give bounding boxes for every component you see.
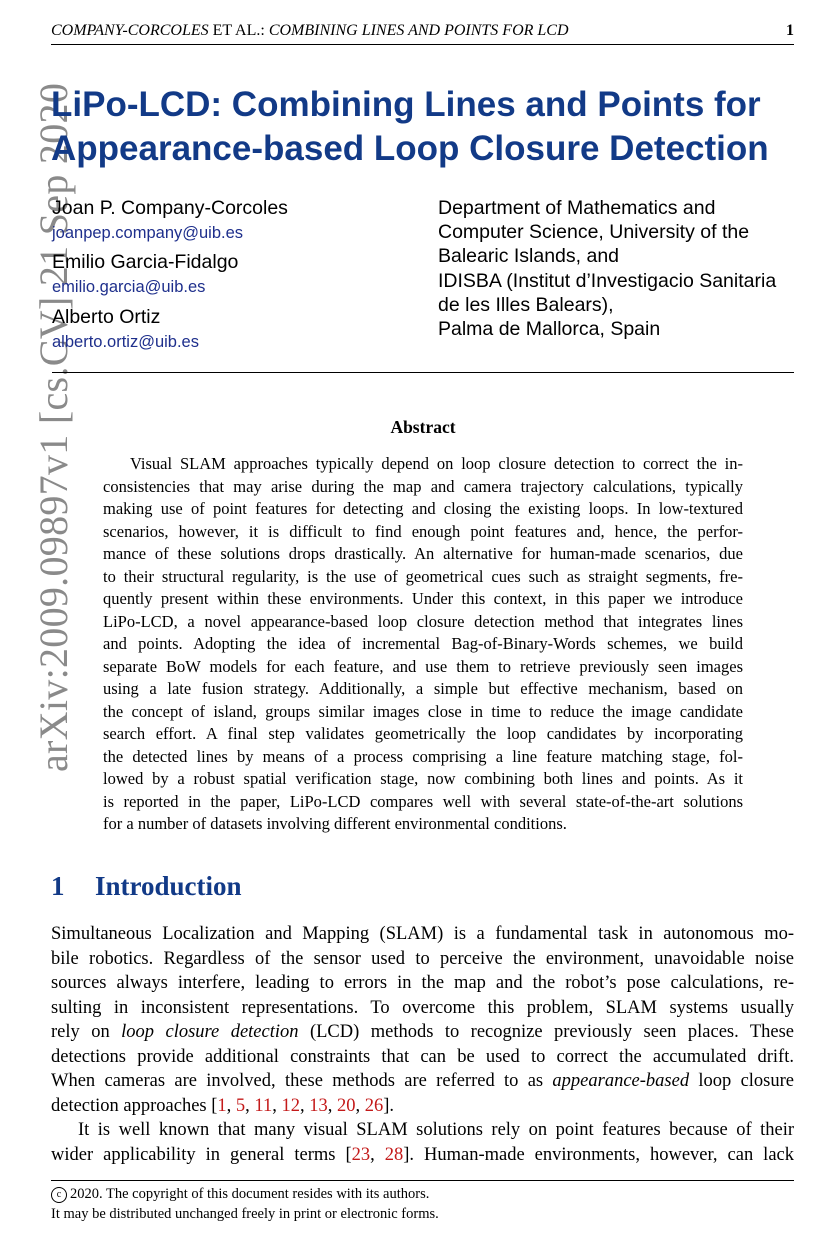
author-email-link[interactable]: alberto.ortiz@uib.es xyxy=(52,333,199,351)
abstract-line: LiPo-LCD, a novel appearance-based loop closure detection method that integrates lines xyxy=(103,611,743,631)
author-name: Alberto Ortiz xyxy=(52,306,161,328)
author-email-link[interactable]: emilio.garcia@uib.es xyxy=(52,278,206,296)
abstract-line: using a late fusion strategy. Additionally, a simple but effective mechanism, based on xyxy=(103,679,743,698)
body-line: detection approaches [1, 5, 11, 12, 13, 20, 26]. xyxy=(51,1095,395,1116)
author-name: Emilio Garcia-Fidalgo xyxy=(52,251,239,273)
abstract-line: mance of these solutions drops drastically. An alternative for human-made scenarios, due xyxy=(103,544,743,563)
citation-link[interactable]: 12 xyxy=(281,1095,300,1116)
abstract-line: Visual SLAM approaches typically depend on loop closure detection to correct the in- xyxy=(130,454,743,473)
abstract-line: the detected lines by means of a process comprising a line feature matching stage, fol- xyxy=(103,746,743,766)
abstract-line: is reported in the paper, LiPo-LCD compares well with several state-of-the-art solutions xyxy=(103,791,743,811)
footer-line-1: c 2020. The copyright of this document resides with its authors. xyxy=(51,1184,439,1204)
citation-link[interactable]: 11 xyxy=(254,1095,273,1116)
running-header xyxy=(51,20,794,45)
body-line: Simultaneous Localization and Mapping (SLAM) is a fundamental task in autonomous mo- xyxy=(51,924,794,944)
section-title: Introduction xyxy=(95,871,242,901)
copyright-icon: c xyxy=(51,1187,67,1203)
section-heading xyxy=(51,868,242,904)
citation-link[interactable]: 26 xyxy=(364,1095,384,1116)
emphasis-term: loop closure detection xyxy=(121,1022,299,1042)
body-line: bile robotics. Regardless of the sensor used to perceive the environment, unavoidable noise xyxy=(51,948,794,969)
abstract-heading: Abstract xyxy=(390,417,456,437)
running-title: COMPANY-CORCOLES ET AL.: COMBINING LINES AND POINTS FOR LCD xyxy=(51,22,569,39)
citation-link[interactable]: 20 xyxy=(337,1095,356,1116)
body-line: sulting in inconsistent representations. To overcome this problem, SLAM systems usually xyxy=(51,997,794,1018)
author-divider xyxy=(52,372,794,373)
abstract-line: for a number of datasets involving different environmental conditions. xyxy=(103,814,567,833)
title-line-2: Appearance-based Loop Closure Detection xyxy=(51,129,769,168)
abstract-line: scenarios, however, it is difficult to find enough point features and, hence, the perfor- xyxy=(103,521,743,541)
citation-link[interactable]: 23 xyxy=(351,1144,371,1165)
arxiv-stamp: arXiv:2009.09897v1 [cs.CV] 21 Sep 2020 xyxy=(31,82,76,772)
abstract-line: the concept of island, groups similar images close in time to reduce the image candidate xyxy=(103,701,743,721)
citation-link[interactable]: 1 xyxy=(217,1095,227,1116)
introduction-body xyxy=(51,922,794,1167)
citation-link[interactable]: 28 xyxy=(384,1144,404,1165)
page-number: 1 xyxy=(786,22,794,39)
affiliation: Department of Mathematics and Computer Science, University of the Balearic Islands, and IDISBA (Institut d’Investigacio Sanitaria de les Illes Balears), Palma de Mallorca, Spain xyxy=(438,197,777,341)
author-email-link[interactable]: joanpep.company@uib.es xyxy=(52,224,244,242)
body-line: wider applicability in general terms [23, 28]. Human-made environments, however, can lack xyxy=(51,1144,794,1165)
abstract-line: search effort. A final step validates geometrically the loop candidates by incorporating xyxy=(103,724,743,743)
abstract-line: and points. Adopting the idea of incremental Bag-of-Binary-Words schemes, we build xyxy=(103,634,743,653)
abstract-line: lowed by a robust spatial verification stage, now combining both lines and points. As it xyxy=(103,769,743,788)
abstract-line: to their structural regularity, is the use of geometrical cues such as straight segments, fre- xyxy=(103,566,743,586)
abstract-line: making use of point features for detecting and closing the existing loops. In low-textured xyxy=(103,499,743,518)
footer-line-2: It may be distributed unchanged freely in print or electronic forms. xyxy=(51,1206,439,1222)
abstract-line: consistencies that may arise during the map and camera trajectory calculations, typically xyxy=(103,476,743,496)
paper-title xyxy=(51,83,811,171)
copyright-footer xyxy=(51,1184,439,1224)
citation-link[interactable]: 13 xyxy=(309,1095,328,1116)
abstract-line: separate BoW models for each feature, and use them to retrieve previously seen images xyxy=(103,656,743,676)
footer-divider xyxy=(51,1180,794,1181)
body-line: rely on loop closure detection (LCD) methods to recognize previously seen places. These xyxy=(51,1022,795,1042)
body-line: It is well known that many visual SLAM solutions rely on point features because of their xyxy=(78,1120,794,1140)
body-line: When cameras are involved, these methods are referred to as appearance-based loop closure xyxy=(51,1071,795,1091)
section-number: 1 xyxy=(51,871,65,901)
author-name: Joan P. Company-Corcoles xyxy=(52,197,288,219)
abstract-body xyxy=(103,453,743,836)
emphasis-term: appearance-based xyxy=(552,1071,690,1091)
title-line-1: LiPo-LCD: Combining Lines and Points for xyxy=(51,85,761,124)
body-line: detections provide additional constraints that can be used to correct the accumulated drift. xyxy=(51,1046,794,1067)
abstract-line: quently present within these environments. Under this context, in this paper we introduce xyxy=(103,589,743,608)
citation-link[interactable]: 5 xyxy=(235,1095,246,1116)
body-line: sources always interfere, leading to errors in the map and the robot’s pose calculations, re- xyxy=(51,973,794,993)
